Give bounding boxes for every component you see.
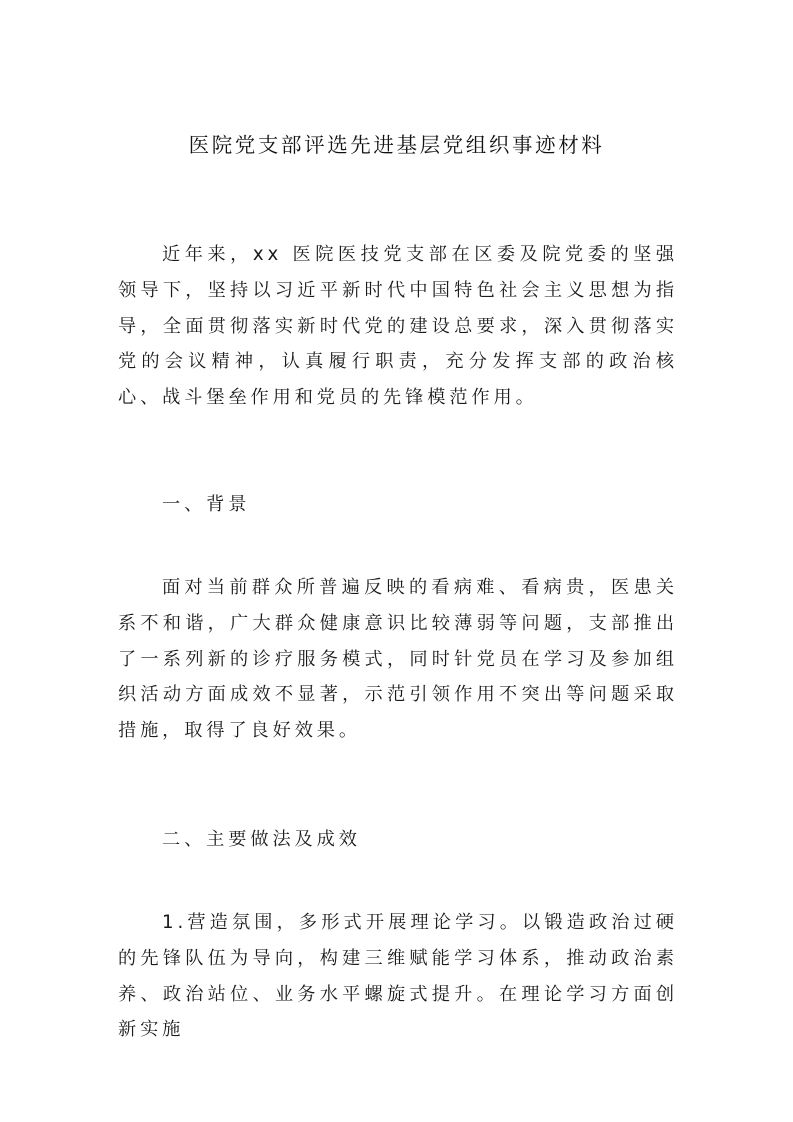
intro-paragraph: 近年来，xx 医院医技党支部在区委及院党委的坚强领导下，坚持以习近平新时代中国特色社会主义思想为指导，全面贯彻落实新时代党的建设总要求，深入贯彻落实党的会议精神，认真履行职责，充分发挥支部的政治核心、战斗堡垒作用和党员的先锋模范作用。	[118, 244, 678, 409]
document-title: 医院党支部评选先进基层党组织事迹材料	[188, 133, 605, 157]
section-heading-main-practices: 二、主要做法及成效	[162, 829, 361, 850]
practice-item-1-paragraph: 1.营造氛围，多形式开展理论学习。以锻造政治过硬的先锋队伍为导向，构建三维赋能学习体系，推动政治素养、政治站位、业务水平螺旋式提升。在理论学习方面创新实施	[118, 912, 678, 1041]
section-heading-background: 一、背景	[162, 494, 251, 515]
background-paragraph: 面对当前群众所普遍反映的看病难、看病贵，医患关系不和谐，广大群众健康意识比较薄弱等问题，支部推出了一系列新的诊疗服务模式，同时针党员在学习及参加组织活动方面成效不显著，示范引领作用不突出等问题采取措施，取得了良好效果。	[118, 577, 678, 742]
